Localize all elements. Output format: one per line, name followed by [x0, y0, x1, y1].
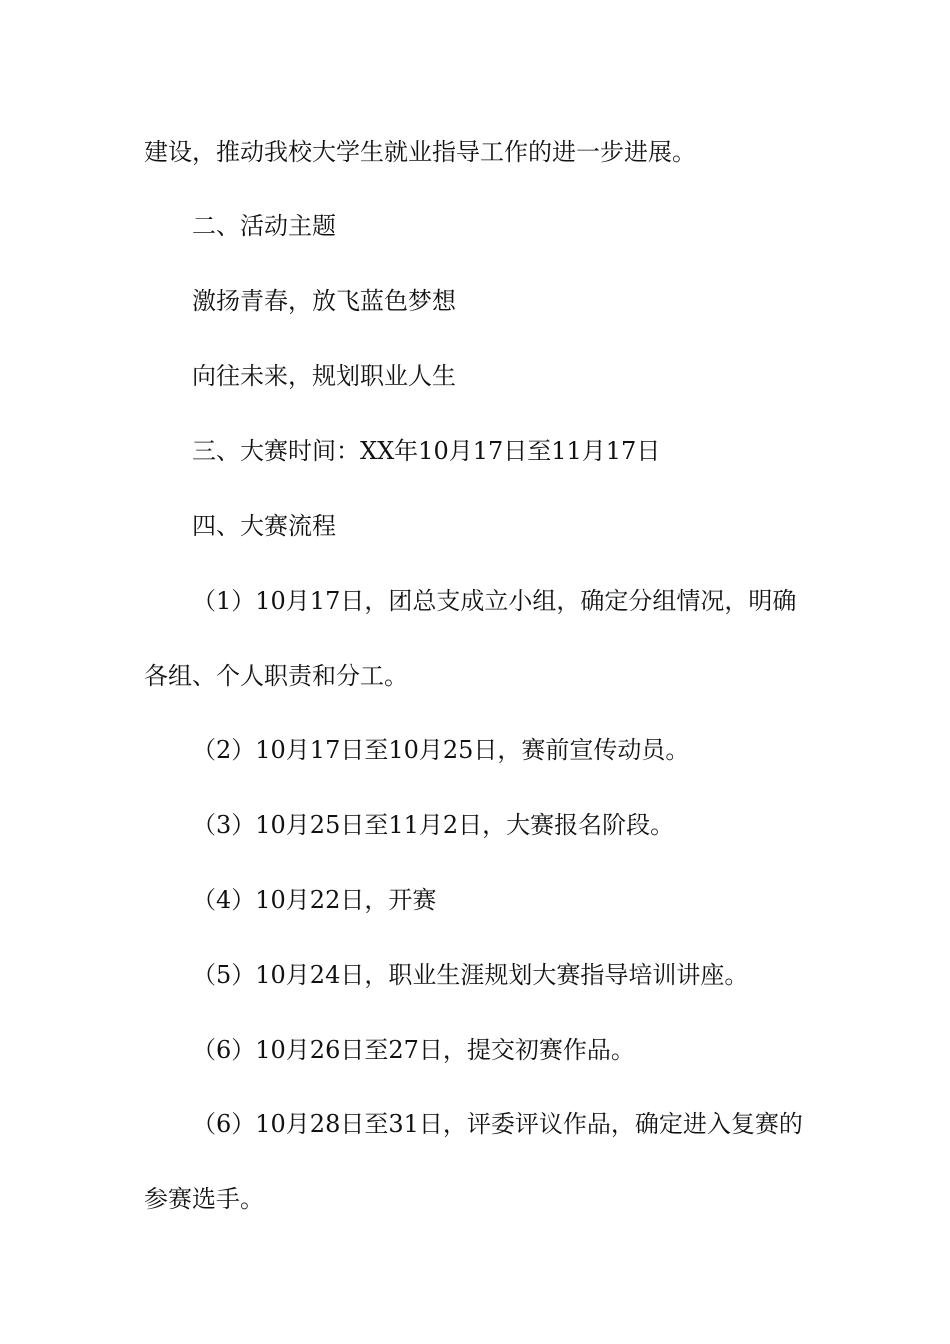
process-item-2: （2）10月17日至10月25日，赛前宣传动员。 [192, 736, 690, 764]
process-item-4: （4）10月22日，开赛 [192, 886, 437, 914]
process-item-7: （6）10月28日至31日，评委评议作品，确定进入复赛的 [192, 1110, 803, 1138]
process-item-1: （1）10月17日，团总支成立小组，确定分组情况，明确 [192, 587, 797, 615]
process-item-3: （3）10月25日至11月2日，大赛报名阶段。 [192, 811, 675, 839]
section-heading-theme: 二、活动主题 [192, 212, 336, 240]
process-item-1-continuation: 各组、个人职责和分工。 [144, 662, 408, 690]
theme-line-1: 激扬青春，放飞蓝色梦想 [192, 287, 456, 315]
process-item-5: （5）10月24日，职业生涯规划大赛指导培训讲座。 [192, 961, 749, 989]
section-heading-process: 四、大赛流程 [192, 512, 336, 540]
section-heading-time: 三、大赛时间：XX年10月17日至11月17日 [192, 437, 661, 465]
theme-line-2: 向往未来，规划职业人生 [192, 362, 456, 390]
process-item-6: （6）10月26日至27日，提交初赛作品。 [192, 1036, 635, 1064]
paragraph-continuation: 建设，推动我校大学生就业指导工作的进一步进展。 [144, 138, 696, 166]
process-item-7-continuation: 参赛选手。 [144, 1185, 264, 1213]
